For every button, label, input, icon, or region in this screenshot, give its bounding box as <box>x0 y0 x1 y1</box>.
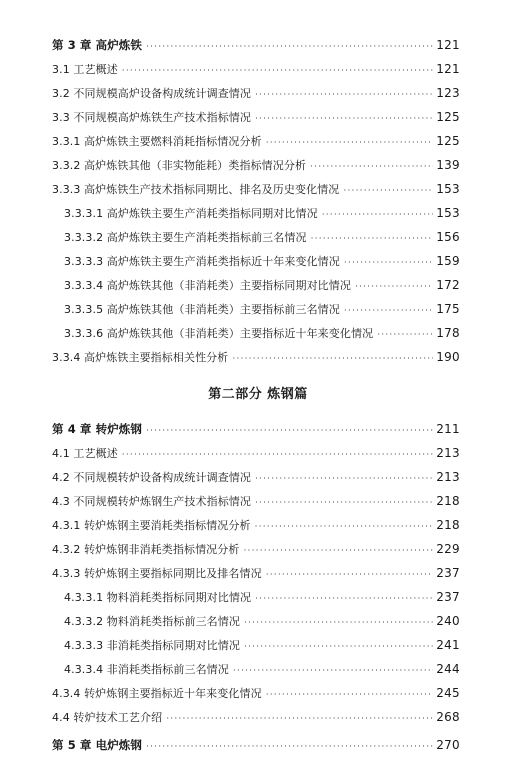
dot-leader <box>266 133 434 153</box>
toc-entry[interactable] <box>52 443 460 463</box>
toc-page-number: 213 <box>436 446 460 460</box>
dot-leader <box>266 685 434 705</box>
toc-entry[interactable] <box>52 707 460 727</box>
toc-label: 3.3.2 高炉炼铁其他（非实物能耗）类指标情况分析 <box>52 159 307 172</box>
toc-page-number: 229 <box>436 542 460 556</box>
toc-page-number: 121 <box>436 38 460 52</box>
toc-label: 3.3 不同规模高炉炼铁生产技术指标情况 <box>52 111 251 124</box>
dot-leader <box>322 205 434 225</box>
toc-entry[interactable] <box>64 587 460 607</box>
toc-entry[interactable] <box>52 83 460 103</box>
dot-leader <box>244 637 433 657</box>
toc-label: 4.3 不同规模转炉炼钢生产技术指标情况 <box>52 495 251 508</box>
toc-entry[interactable] <box>52 683 460 703</box>
toc-page-number: 175 <box>436 302 460 316</box>
toc-entry[interactable] <box>64 635 460 655</box>
toc-entry[interactable] <box>52 491 460 511</box>
toc-page-number: 172 <box>436 278 460 292</box>
toc-label: 4.2 不同规模转炉设备构成统计调查情况 <box>52 471 251 484</box>
toc-label: 4.4 转炉技术工艺介绍 <box>52 711 163 724</box>
dot-leader <box>233 661 433 681</box>
toc-page-number: 190 <box>436 350 460 364</box>
dot-leader <box>232 349 433 369</box>
toc-label: 4.3.3.3 非消耗类指标同期对比情况 <box>64 639 240 652</box>
toc-page-number: 121 <box>436 62 460 76</box>
toc-label: 4.3.3.1 物料消耗类指标同期对比情况 <box>64 591 252 604</box>
toc-page-number: 159 <box>436 254 460 268</box>
dot-leader <box>255 109 433 129</box>
part-heading: 第二部分 炼钢篇 <box>208 387 308 402</box>
dot-leader <box>343 181 433 201</box>
toc-page-number: 270 <box>436 738 460 752</box>
toc-label: 3.3.3.4 高炉炼铁其他（非消耗类）主要指标同期对比情况 <box>64 279 351 292</box>
toc-page-number: 178 <box>436 326 460 340</box>
toc-chapter-4[interactable] <box>52 419 460 439</box>
toc-page-number: 153 <box>436 206 460 220</box>
toc-entry[interactable] <box>52 347 460 367</box>
toc-entry[interactable] <box>52 515 460 535</box>
dot-leader <box>344 301 433 321</box>
dot-leader <box>122 445 433 465</box>
dot-leader <box>311 229 434 249</box>
toc-entry[interactable] <box>52 131 460 151</box>
toc-page-number: 241 <box>436 638 460 652</box>
toc-label: 4.1 工艺概述 <box>52 447 118 460</box>
dot-leader <box>255 493 433 513</box>
toc-page-number: 244 <box>436 662 460 676</box>
dot-leader <box>255 85 433 105</box>
toc-label: 第 4 章 转炉炼钢 <box>52 422 143 436</box>
toc-label: 4.3.3 转炉炼钢主要指标同期比及排名情况 <box>52 567 262 580</box>
toc-page-number: 211 <box>436 422 460 436</box>
toc-label: 4.3.3.2 物料消耗类指标前三名情况 <box>64 615 240 628</box>
toc-entry[interactable] <box>64 299 460 319</box>
toc-label: 第 5 章 电炉炼钢 <box>52 738 143 752</box>
toc-entry[interactable] <box>52 179 460 199</box>
toc-page-number: 153 <box>436 182 460 196</box>
toc-page-number: 218 <box>436 518 460 532</box>
toc-entry[interactable] <box>64 251 460 271</box>
toc-entry[interactable] <box>64 611 460 631</box>
toc-page-number: 237 <box>436 590 460 604</box>
dot-leader <box>355 277 433 297</box>
dot-leader <box>244 613 433 633</box>
dot-leader <box>255 469 433 489</box>
dot-leader <box>344 253 433 273</box>
toc-label: 3.3.3.3 高炉炼铁主要生产消耗类指标近十年来变化情况 <box>64 255 340 268</box>
toc-entry[interactable] <box>64 659 460 679</box>
toc-page-number: 125 <box>436 110 460 124</box>
toc-entry[interactable] <box>64 203 460 223</box>
toc-label: 3.3.1 高炉炼铁主要燃料消耗指标情况分析 <box>52 135 262 148</box>
toc-label: 3.3.3.5 高炉炼铁其他（非消耗类）主要指标前三名情况 <box>64 303 340 316</box>
toc-label: 3.3.3.6 高炉炼铁其他（非消耗类）主要指标近十年来变化情况 <box>64 327 374 340</box>
dot-leader <box>146 421 433 441</box>
toc-entry[interactable] <box>64 275 460 295</box>
toc-entry[interactable] <box>64 323 460 343</box>
toc-page-number: 237 <box>436 566 460 580</box>
toc-entry[interactable] <box>52 59 460 79</box>
dot-leader <box>255 517 434 537</box>
toc-label: 4.3.4 转炉炼钢主要指标近十年来变化情况 <box>52 687 262 700</box>
toc-entry[interactable] <box>52 467 460 487</box>
toc-label: 3.1 工艺概述 <box>52 63 118 76</box>
toc-page-number: 245 <box>436 686 460 700</box>
dot-leader <box>243 541 433 561</box>
toc-page-number: 125 <box>436 134 460 148</box>
toc-label: 3.3.3.1 高炉炼铁主要生产消耗类指标同期对比情况 <box>64 207 318 220</box>
toc-label: 4.3.3.4 非消耗类指标前三名情况 <box>64 663 229 676</box>
toc-page-number: 218 <box>436 494 460 508</box>
toc-entry[interactable] <box>52 107 460 127</box>
dot-leader <box>310 157 433 177</box>
toc-page-number: 156 <box>436 230 460 244</box>
toc-entry[interactable] <box>52 155 460 175</box>
dot-leader <box>146 737 433 757</box>
dot-leader <box>122 61 433 81</box>
toc-page-number: 139 <box>436 158 460 172</box>
dot-leader <box>377 325 433 345</box>
toc-page-number: 240 <box>436 614 460 628</box>
toc-label: 4.3.1 转炉炼钢主要消耗类指标情况分析 <box>52 519 251 532</box>
toc-entry[interactable] <box>52 563 460 583</box>
dot-leader <box>266 565 434 585</box>
dot-leader <box>146 37 433 57</box>
toc-page-number: 123 <box>436 86 460 100</box>
toc-label: 3.3.4 高炉炼铁主要指标相关性分析 <box>52 351 229 364</box>
dot-leader <box>255 589 433 609</box>
toc-chapter-5[interactable] <box>52 735 460 755</box>
toc-label: 4.3.2 转炉炼钢非消耗类指标情况分析 <box>52 543 240 556</box>
toc-page-number: 268 <box>436 710 460 724</box>
toc-chapter-3[interactable] <box>52 35 460 55</box>
toc-entry[interactable] <box>52 539 460 559</box>
toc-entry[interactable] <box>64 227 460 247</box>
toc-label: 第 3 章 高炉炼铁 <box>52 38 143 52</box>
toc-label: 3.3.3.2 高炉炼铁主要生产消耗类指标前三名情况 <box>64 231 307 244</box>
toc-label: 3.3.3 高炉炼铁生产技术指标同期比、排名及历史变化情况 <box>52 183 340 196</box>
toc-page-number: 213 <box>436 470 460 484</box>
toc-label: 3.2 不同规模高炉设备构成统计调查情况 <box>52 87 251 100</box>
dot-leader <box>166 709 433 729</box>
